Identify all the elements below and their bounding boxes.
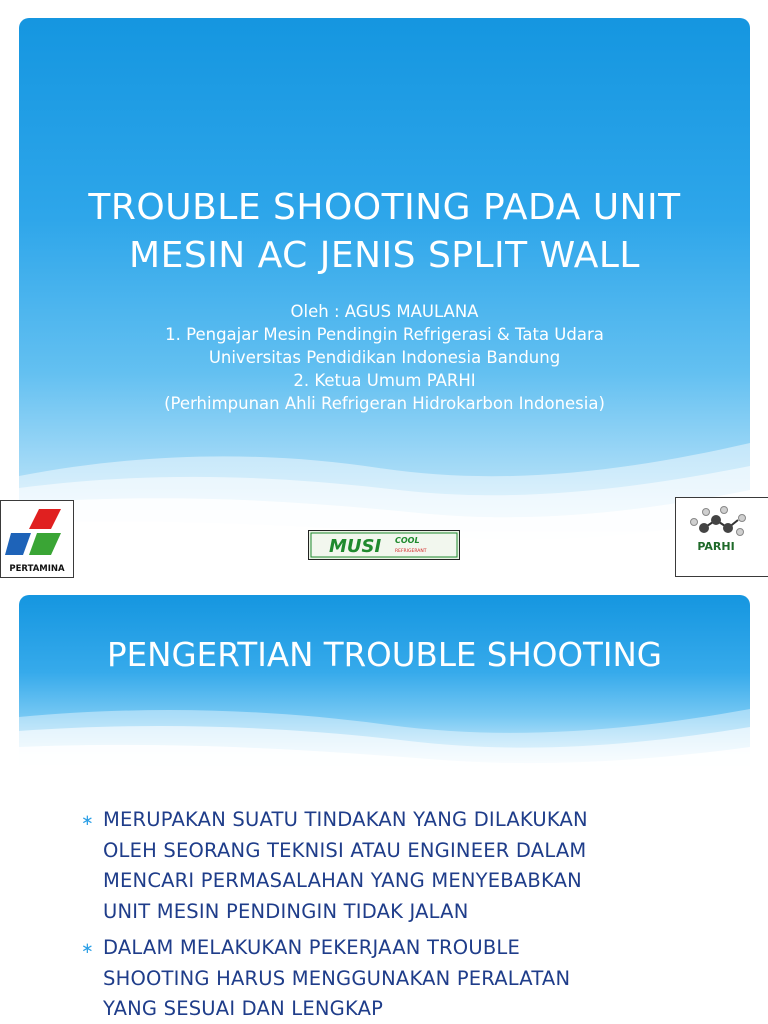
slide-title [19, 184, 750, 280]
musicool-logo-icon [309, 531, 459, 559]
affiliation-line: Universitas Pendidikan Indonesia Bandung [208, 348, 561, 367]
author-info [19, 300, 750, 415]
affiliation-line: 1. Pengajar Mesin Pendingin Refrigerasi & Tata Udara [165, 325, 604, 344]
parhi-wordmark: PARHI [697, 540, 735, 553]
title-line: MESIN AC JENIS SPLIT WALL [129, 235, 640, 276]
bullet-line: YANG SESUAI DAN LENGKAP [103, 997, 384, 1020]
title-slide [19, 18, 750, 590]
title-line: TROUBLE SHOOTING PADA UNIT [88, 187, 681, 228]
bullet-line: DALAM MELAKUKAN PEKERJAAN TROUBLE [103, 936, 520, 959]
musicool-logo [308, 530, 460, 560]
pertamina-logo-icon [1, 501, 73, 577]
musicool-main-text: MUSI [329, 536, 382, 557]
parhi-logo [675, 497, 768, 577]
bullet-list [81, 805, 721, 1024]
wave-decoration [19, 428, 750, 590]
bullet-line: OLEH SEORANG TEKNISI ATAU ENGINEER DALAM [103, 838, 587, 862]
bullet-star-icon: ∗ [81, 811, 94, 829]
bullet-star-icon: ∗ [81, 939, 94, 957]
affiliation-line: 2. Ketua Umum PARHI [293, 371, 476, 390]
pertamina-wordmark: PERTAMINA [9, 564, 65, 574]
wave-decoration [19, 687, 750, 807]
author-line: Oleh : AGUS MAULANA [290, 302, 479, 321]
pertamina-logo [0, 500, 74, 578]
bullet-line: MENCARI PERMASALAHAN YANG MENYEBABKAN [103, 869, 582, 892]
bullet-line: MERUPAKAN SUATU TINDAKAN YANG DILAKUKAN [103, 808, 588, 831]
parhi-logo-icon [676, 498, 768, 576]
list-item [81, 805, 721, 927]
bullet-line: UNIT MESIN PENDINGIN TIDAK JALAN [103, 899, 469, 923]
list-item [81, 933, 721, 1024]
content-slide [19, 595, 750, 1024]
musicool-small-text: REFRIGERANT [395, 549, 427, 554]
affiliation-line: (Perhimpunan Ahli Refrigeran Hidrokarbon Indonesia) [164, 394, 605, 413]
musicool-cool-text: COOL [395, 536, 420, 545]
slide-title: PENGERTIAN TROUBLE SHOOTING [107, 636, 662, 674]
bullet-line: SHOOTING HARUS MENGGUNAKAN PERALATAN [103, 966, 571, 990]
